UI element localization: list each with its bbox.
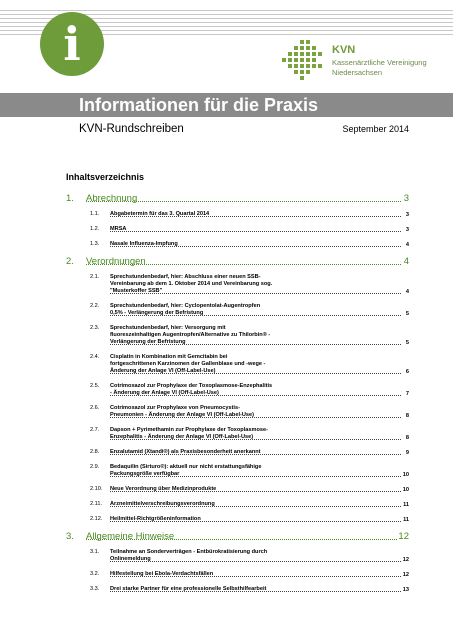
toc-number: 2.7.: [90, 427, 100, 433]
toc-entry[interactable]: [66, 383, 409, 397]
toc-number: 2.8.: [90, 449, 100, 455]
toc-label: Teilnahme an Sonderverträgen - Entbürokratisierung durch Onlinemeldung: [110, 549, 268, 562]
toc-page-number: 4: [405, 242, 409, 248]
toc-page-number: 10: [402, 472, 409, 478]
toc-number: 3.1.: [90, 549, 100, 555]
logo-subtitle: Kassenärztliche Vereinigung Niedersachsen: [332, 58, 427, 77]
toc-entry[interactable]: [66, 211, 409, 218]
toc-label: Dapson + Pyrimethamin zur Prophylaxe der Toxoplasmose- Enzephalitis - Änderung der Anlage VI (Off-Label-Use): [110, 427, 268, 440]
toc-number: 2.10.: [90, 486, 103, 492]
toc-number: 3.: [66, 531, 74, 542]
toc-number: 2.3.: [90, 325, 100, 331]
toc-section[interactable]: [66, 531, 409, 542]
toc-entry[interactable]: [66, 501, 409, 508]
toc-page-number: 11: [403, 517, 409, 523]
page-title: Informationen für die Praxis: [79, 95, 319, 115]
toc-label: Hilfestellung bei Ebola-Verdachtsfällen: [110, 571, 214, 577]
toc-label: Cisplatin in Kombination mit Gemcitabin bei fortgeschrittenen Karzinomen der Gallenblase und -wege - Änderung der Anlage VI (Off-Label-Use): [110, 354, 266, 374]
toc-entry[interactable]: [66, 226, 409, 233]
toc-label: Sprechstundenbedarf, hier: Abschluss einer neuen SSB- Vereinbarung ab dem 1. Oktober 2014 und Vereinbarung sog. "Musterkoffer SSB": [110, 274, 273, 294]
toc-page-number: 3: [405, 212, 409, 218]
toc-number: 1.: [66, 193, 74, 204]
toc-label: Abrechnung: [86, 193, 138, 204]
toc-page-number: 8: [405, 435, 409, 441]
toc-number: 2.5.: [90, 383, 100, 389]
toc-page-number: 4: [405, 289, 409, 295]
info-icon: i: [40, 12, 104, 76]
toc-entry[interactable]: [66, 405, 409, 419]
toc-label: Abgabetermin für das 3. Quartal 2014: [110, 211, 210, 217]
kvn-logo: [280, 40, 450, 84]
toc-number: 2.4.: [90, 354, 100, 360]
toc-entry[interactable]: [66, 354, 409, 375]
toc-number: 3.2.: [90, 571, 100, 577]
toc-entry[interactable]: [66, 427, 409, 441]
toc-label: Neue Verordnung über Medizinprodukte: [110, 486, 217, 492]
toc-number: 2.11.: [90, 501, 103, 507]
toc-number: 3.3.: [90, 586, 100, 592]
toc-page-number: 8: [405, 413, 409, 419]
toc-page-number: 3: [405, 227, 409, 233]
toc-page-number: 5: [405, 340, 409, 346]
toc-page-number: 13: [402, 587, 409, 593]
toc-entry[interactable]: [66, 241, 409, 248]
toc-number: 2.6.: [90, 405, 100, 411]
issue-date: September 2014: [342, 124, 409, 134]
toc-page-number: 12: [402, 572, 409, 578]
title-bar: [0, 93, 453, 117]
toc-page-number: 12: [402, 557, 409, 563]
toc-label: Cotrimoxazol zur Prophylaxe von Pneumocystis- Pneumonien - Änderung der Anlage VI (Off-Label-Use): [110, 405, 254, 418]
toc-entry[interactable]: [66, 303, 409, 317]
toc-page-number: 5: [405, 311, 409, 317]
toc-entry[interactable]: [66, 449, 409, 456]
toc-page-number: 7: [405, 391, 409, 397]
toc-label: Heilmittel-Richtgrößeninformation: [110, 516, 201, 522]
toc-number: 1.3.: [90, 241, 100, 247]
toc-section[interactable]: [66, 193, 409, 204]
toc-label: Allgemeine Hinweise: [86, 531, 175, 542]
toc-number: 1.1.: [90, 211, 100, 217]
toc-page-number: 12: [398, 531, 409, 542]
toc-entry[interactable]: [66, 325, 409, 346]
toc-label: Sprechstundenbedarf, hier: Cyclopentolat-Augentropfen 0,5% - Verlängerung der Befristung: [110, 303, 261, 316]
toc-label: Sprechstundenbedarf, hier: Versorgung mit fluoreszeinhaltigen Augentropfen/Alternative zu Thilorbin® - Verlängerung der Befristung: [110, 325, 271, 345]
toc-label: Drei starke Partner für eine professionelle Selbsthilfearbeit: [110, 586, 267, 592]
toc-number: 2.2.: [90, 303, 100, 309]
lower-saxony-map-icon: [280, 40, 326, 84]
toc-entry[interactable]: [66, 586, 409, 593]
toc-label: Cotrimoxazol zur Prophylaxe der Toxoplasmose-Enzephalitis - Änderung der Anlage VI (Off-Label-Use): [110, 383, 273, 396]
newsletter-name: KVN-Rundschreiben: [79, 123, 184, 135]
toc-page-number: 9: [405, 450, 409, 456]
toc-entry[interactable]: [66, 516, 409, 523]
toc-entry[interactable]: [66, 464, 409, 478]
toc-number: 2.: [66, 256, 74, 267]
toc-entry[interactable]: [66, 549, 409, 563]
toc-entry[interactable]: [66, 274, 409, 295]
toc-section[interactable]: [66, 256, 409, 267]
toc-label: Nasale Influenza-Impfung: [110, 241, 178, 247]
toc-label: Enzalutamid (Xtandi®) als Praxisbesonderheit anerkannt: [110, 449, 261, 455]
toc-page-number: 11: [403, 502, 409, 508]
toc-label: Verordnungen: [86, 256, 146, 267]
toc-page-number: 3: [403, 193, 409, 204]
logo-title: KVN: [332, 44, 356, 56]
toc-page-number: 10: [402, 487, 409, 493]
toc-page-number: 4: [403, 256, 409, 267]
toc-entry[interactable]: [66, 571, 409, 578]
table-of-contents: [66, 193, 409, 601]
toc-number: 1.2.: [90, 226, 100, 232]
toc-label: MRSA: [110, 226, 127, 232]
toc-heading: Inhaltsverzeichnis: [66, 172, 145, 182]
toc-number: 2.1.: [90, 274, 100, 280]
toc-number: 2.9.: [90, 464, 100, 470]
toc-label: Arzneimittelverschreibungsverordnung: [110, 501, 215, 507]
toc-entry[interactable]: [66, 486, 409, 493]
toc-number: 2.12.: [90, 516, 103, 522]
toc-page-number: 6: [405, 369, 409, 375]
toc-label: Bedaquilin (Sirturo®): aktuell nur nicht erstattungsfähige Packungsgröße verfügbar: [110, 464, 262, 477]
